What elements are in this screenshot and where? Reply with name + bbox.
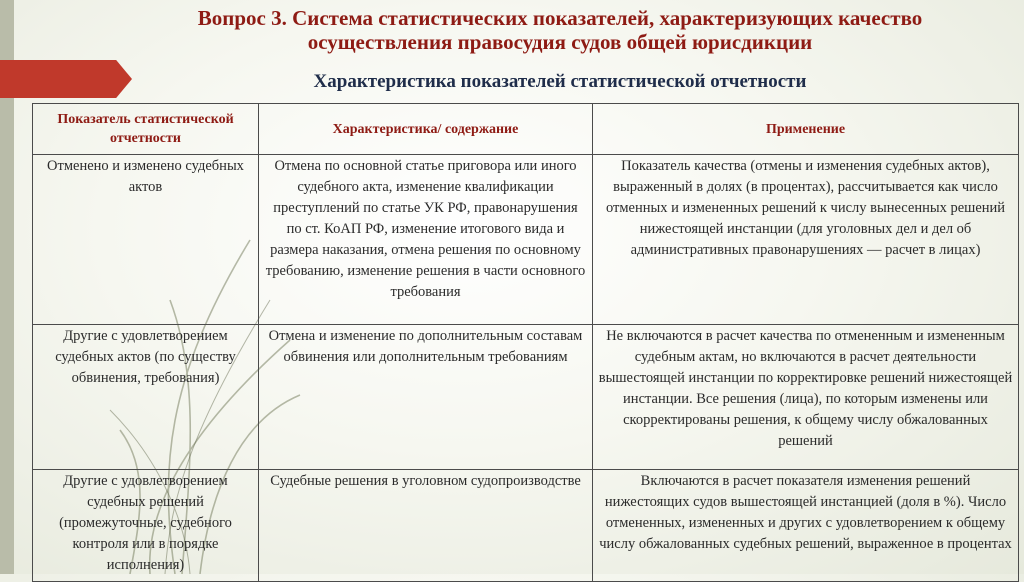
indicators-table	[32, 103, 1019, 582]
cell-characteristic: Отмена по основной статье приговора или иного судебного акта, изменение квалификации преступлений по статье УК РФ, правонарушения по ст. КоАП РФ, изменение итогового вида и размера наказания, отмена решения по основному требованию, изменение решения в части основного требования	[259, 155, 593, 325]
table-header-row	[33, 104, 1019, 155]
table-row	[33, 470, 1019, 582]
table-row	[33, 155, 1019, 325]
slide-subtitle: Характеристика показателей статистической отчетности	[313, 71, 807, 92]
cell-application: Не включаются в расчет качества по отмененным и измененным судебным актам, но включаются в расчет деятельности вышестоящей инстанции по корректировке решений нижестоящей инстанции. Все решения (лица), по которым изменены или скорректированы решения, к общему числу обжалованных решений	[593, 325, 1019, 470]
cell-indicator: Отменено и изменено судебных актов	[33, 155, 259, 325]
header-indicator: Показатель статистической отчетности	[33, 104, 259, 155]
cell-application: Включаются в расчет показателя изменения решений нижестоящих судов вышестоящей инстанцией (доля в %). Число отмененных, измененных и других с удовлетворением к общему числу обжалованных судебных решений, выраженное в процентах	[593, 470, 1019, 582]
cell-indicator: Другие с удовлетворением судебных решений (промежуточные, судебного контроля или в порядке исполнения)	[33, 470, 259, 582]
table-row	[33, 325, 1019, 470]
cell-application: Показатель качества (отмены и изменения судебных актов), выраженный в долях (в процентах), рассчитывается как число отменных и измененных решений к числу вынесенных решений нижестоящей инстанции (для уголовных дел и дел об административных правонарушениях — расчет в лицах)	[593, 155, 1019, 325]
red-arrow-banner	[0, 60, 132, 98]
header-characteristic: Характеристика/ содержание	[259, 104, 593, 155]
cell-characteristic: Судебные решения в уголовном судопроизводстве	[259, 470, 593, 582]
cell-characteristic: Отмена и изменение по дополнительным составам обвинения или дополнительным требованиям	[259, 325, 593, 470]
cell-indicator: Другие с удовлетворением судебных актов (по существу обвинения, требования)	[33, 325, 259, 470]
slide-title: Вопрос 3. Система статистических показателей, характеризующих качество осуществления правосудия судов общей юрисдикции	[197, 6, 923, 54]
header-application: Применение	[593, 104, 1019, 155]
